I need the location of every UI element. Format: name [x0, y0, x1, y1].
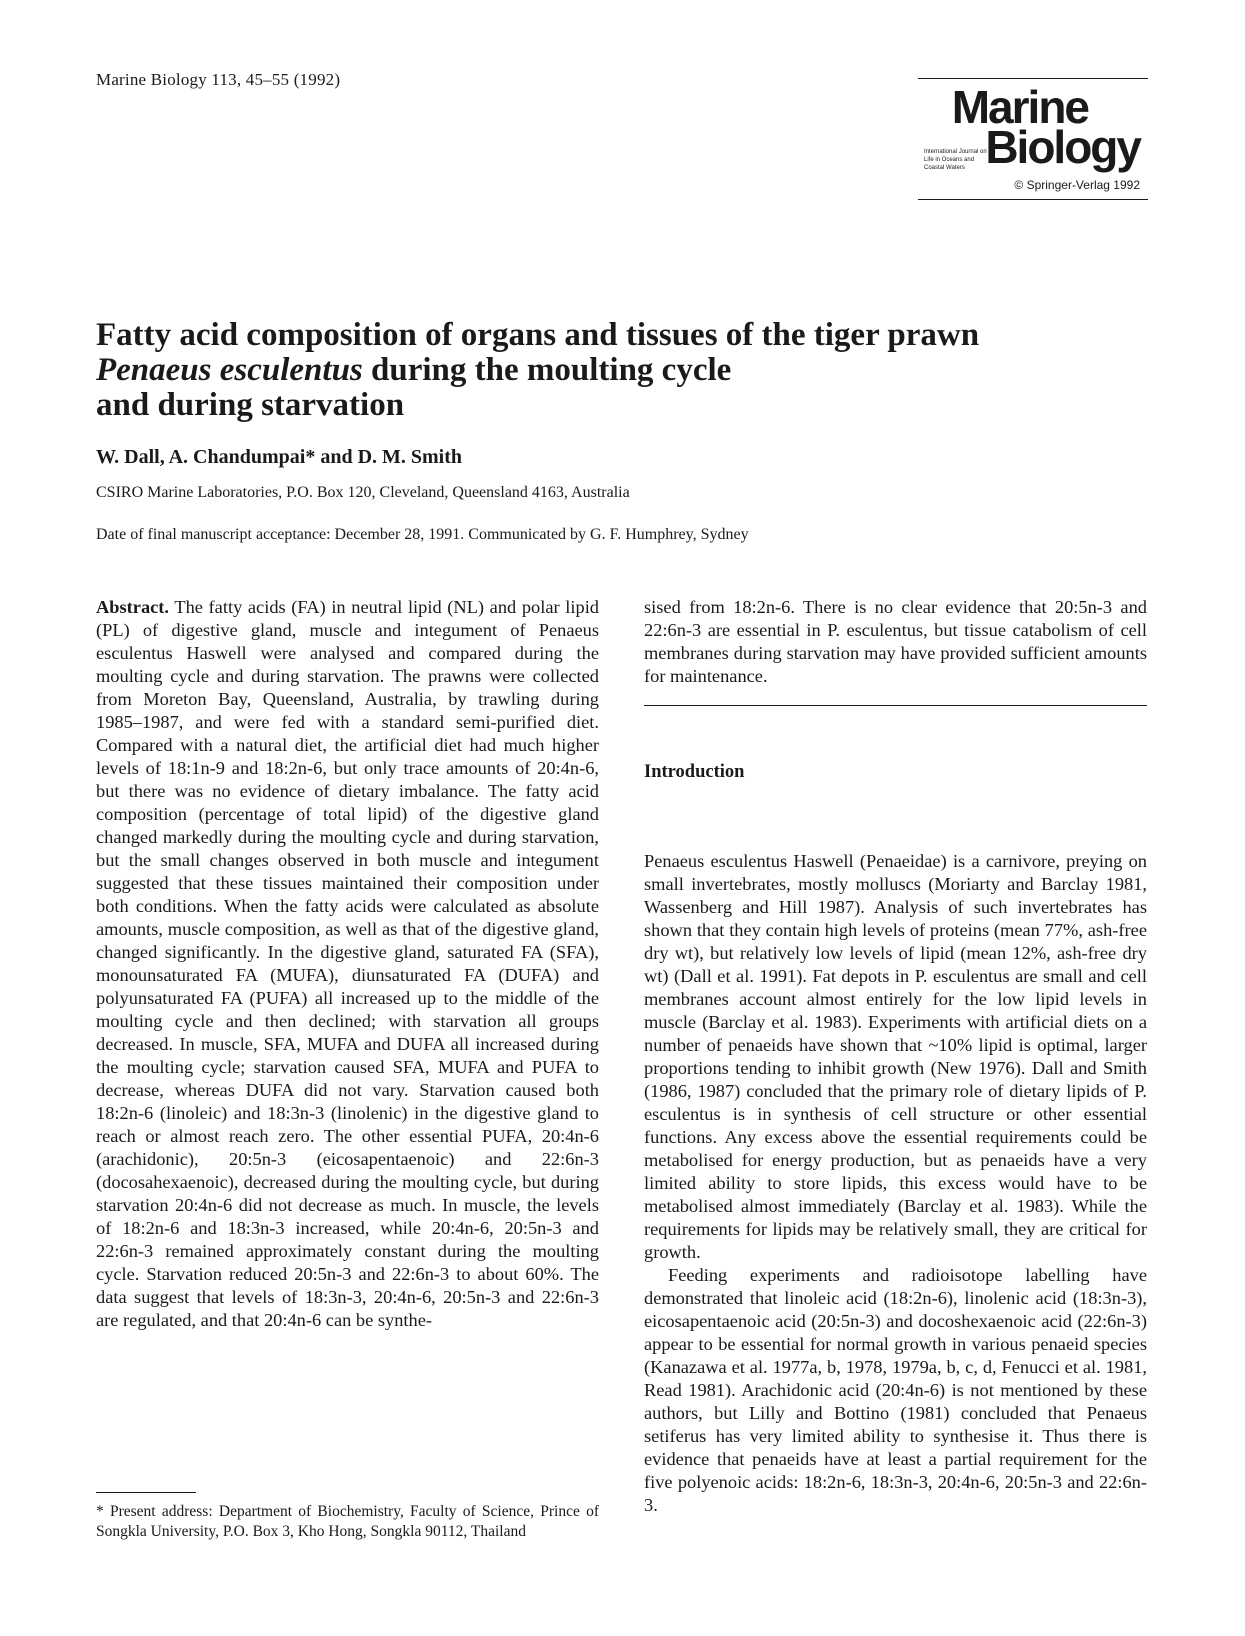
logo-rule-bottom [918, 199, 1148, 200]
affiliation: CSIRO Marine Laboratories, P.O. Box 120, Cleveland, Queensland 4163, Australia [96, 484, 630, 501]
abstract-label: Abstract. [96, 597, 170, 617]
intro-paragraph-2: Feeding experiments and radioisotope labelling have demonstrated that linoleic acid (18:2n-6), linolenic acid (18:3n-3), eicosapentaenoic acid (20:5n-3) and docoshexaenoic acid (22:6n-3) appear to be essential for normal growth in various penaeid species (Kanazawa et al. 1977a, b, 1978, 1979a, b, c, d, Fenucci et al. 1981, Read 1981). Arachidonic acid (20:4n-6) is not mentioned by these authors, but Lilly and Bottino (1981) concluded that Penaeus setiferus has very limited ability to synthesise it. Thus there is evidence that penaeids have at least a partial requirement for the five polyenoic acids: 18:2n-6, 18:3n-3, 20:4n-6, 20:5n-3 and 22:6n-3. [644, 1265, 1147, 1515]
logo-word-biology: Biology [985, 121, 1140, 173]
intro-paragraph-1: Penaeus esculentus Haswell (Penaeidae) is a carnivore, preying on small invertebrates, mostly molluscs (Moriarty and Barclay 1981, Wassenberg and Hill 1987). Analysis of such invertebrates has shown that they contain high levels of proteins (mean 77%, ash-free dry wt), but relatively low levels of lipid (mean 12%, ash-free dry wt) (Dall et al. 1991). Fat depots in P. esculentus are small and cell membranes account almost entirely for the low lipid levels in muscle (Barclay et al. 1983). Experiments with artificial diets on a number of penaeids have shown that ~10% lipid is optimal, larger proportions tending to inhibit growth (New 1976). Dall and Smith (1986, 1987) concluded that the primary role of dietary lipids of P. esculentus is in synthesis of cell structure or other essential functions. Any excess above the essential requirements could be metabolised for energy production, but as penaeids have a very limited ability to store lipids, this excess would have to be metabolised almost immediately (Barclay et al. 1983). While the requirements for lipids may be relatively small, they are critical for growth. [644, 851, 1147, 1262]
abstract-continuation-column [644, 596, 1147, 688]
journal-citation: Marine Biology 113, 45–55 (1992) [96, 70, 341, 89]
title-line-1: Fatty acid composition of organs and tissues of the tiger prawn [96, 317, 980, 353]
logo-word-marine: Marine [951, 81, 1088, 133]
journal-logo [918, 78, 1148, 200]
authors: W. Dall, A. Chandumpai* and D. M. Smith [96, 446, 463, 468]
footnote: * Present address: Department of Biochemistry, Faculty of Science, Prince of Songkla University, P.O. Box 3, Kho Hong, Songkla 90112, Thailand [96, 1503, 599, 1540]
logo-copyright: © Springer-Verlag 1992 [1014, 178, 1140, 192]
abstract-paragraph [96, 596, 599, 1332]
logo-rule-top [918, 78, 1148, 79]
abstract-text: The fatty acids (FA) in neutral lipid (NL) and polar lipid (PL) of digestive gland, muscle and integument of Penaeus esculentus Haswell were analysed and compared during the moulting cycle and during starvation. The prawns were collected from Moreton Bay, Queensland, Australia, by trawling during 1985–1987, and were fed with a standard semi-purified diet. Compared with a natural diet, the artificial diet had much higher levels of 18:1n-9 and 18:2n-6, but only trace amounts of 20:4n-6, but there was no evidence of dietary imbalance. The fatty acid composition (percentage of total lipid) of the digestive gland changed markedly during the moulting cycle and during starvation, but the small changes observed in both muscle and integument suggested that these tissues maintained their composition under both conditions. When the fatty acids were calculated as absolute amounts, muscle composition, as well as that of the digestive gland, changed significantly. In the digestive gland, saturated FA (SFA), monounsaturated FA (MUFA), diunsaturated FA (DUFA) and polyunsaturated FA (PUFA) all increased up to the middle of the moulting cycle and then declined; with starvation all groups decreased. In muscle, SFA, MUFA and DUFA all increased during the moulting cycle; starvation caused SFA, MUFA and PUFA to decrease, whereas DUFA did not vary. Starvation caused both 18:2n-6 (linoleic) and 18:3n-3 (linolenic) in the digestive gland to reach or almost reach zero. The other essential PUFA, 20:4n-6 (arachidonic), 20:5n-3 (eicosapentaenoic) and 22:6n-3 (docosahexaenoic), decreased during the moulting cycle, but during starvation 20:4n-6 did not decrease as much. In muscle, the levels of 18:2n-6 and 18:3n-3 increased, while 20:4n-6, 20:5n-3 and 22:6n-3 remained approximately constant during the moulting cycle. Starvation reduced 20:5n-3 and 22:6n-3 to about 60%. The data suggest that levels of 18:3n-3, 20:4n-6, 20:5n-3 and 22:6n-3 are regulated, and that 20:4n-6 can be synthe- [96, 597, 599, 1330]
title-line-3: and during starvation [96, 387, 405, 423]
abstract-end-rule [644, 705, 1147, 706]
introduction-column [644, 850, 1147, 1517]
manuscript-dates: Date of final manuscript acceptance: December 28, 1991. Communicated by G. F. Humphrey, Sydney [96, 526, 749, 543]
article-title [96, 318, 1096, 423]
title-line-2: during the moulting cycle [362, 352, 732, 388]
section-heading-introduction: Introduction [644, 762, 745, 782]
logo-tagline: International Journal on Life in Oceans and Coastal Waters [924, 149, 987, 171]
title-species: Penaeus esculentus [96, 352, 363, 388]
footnote-rule [96, 1492, 196, 1493]
abstract-continuation: sised from 18:2n-6. There is no clear evidence that 20:5n-3 and 22:6n-3 are essential in P. esculentus, but tissue catabolism of cell membranes during starvation may have provided sufficient amounts for maintenance. [644, 597, 1147, 686]
abstract-column [96, 596, 599, 1332]
